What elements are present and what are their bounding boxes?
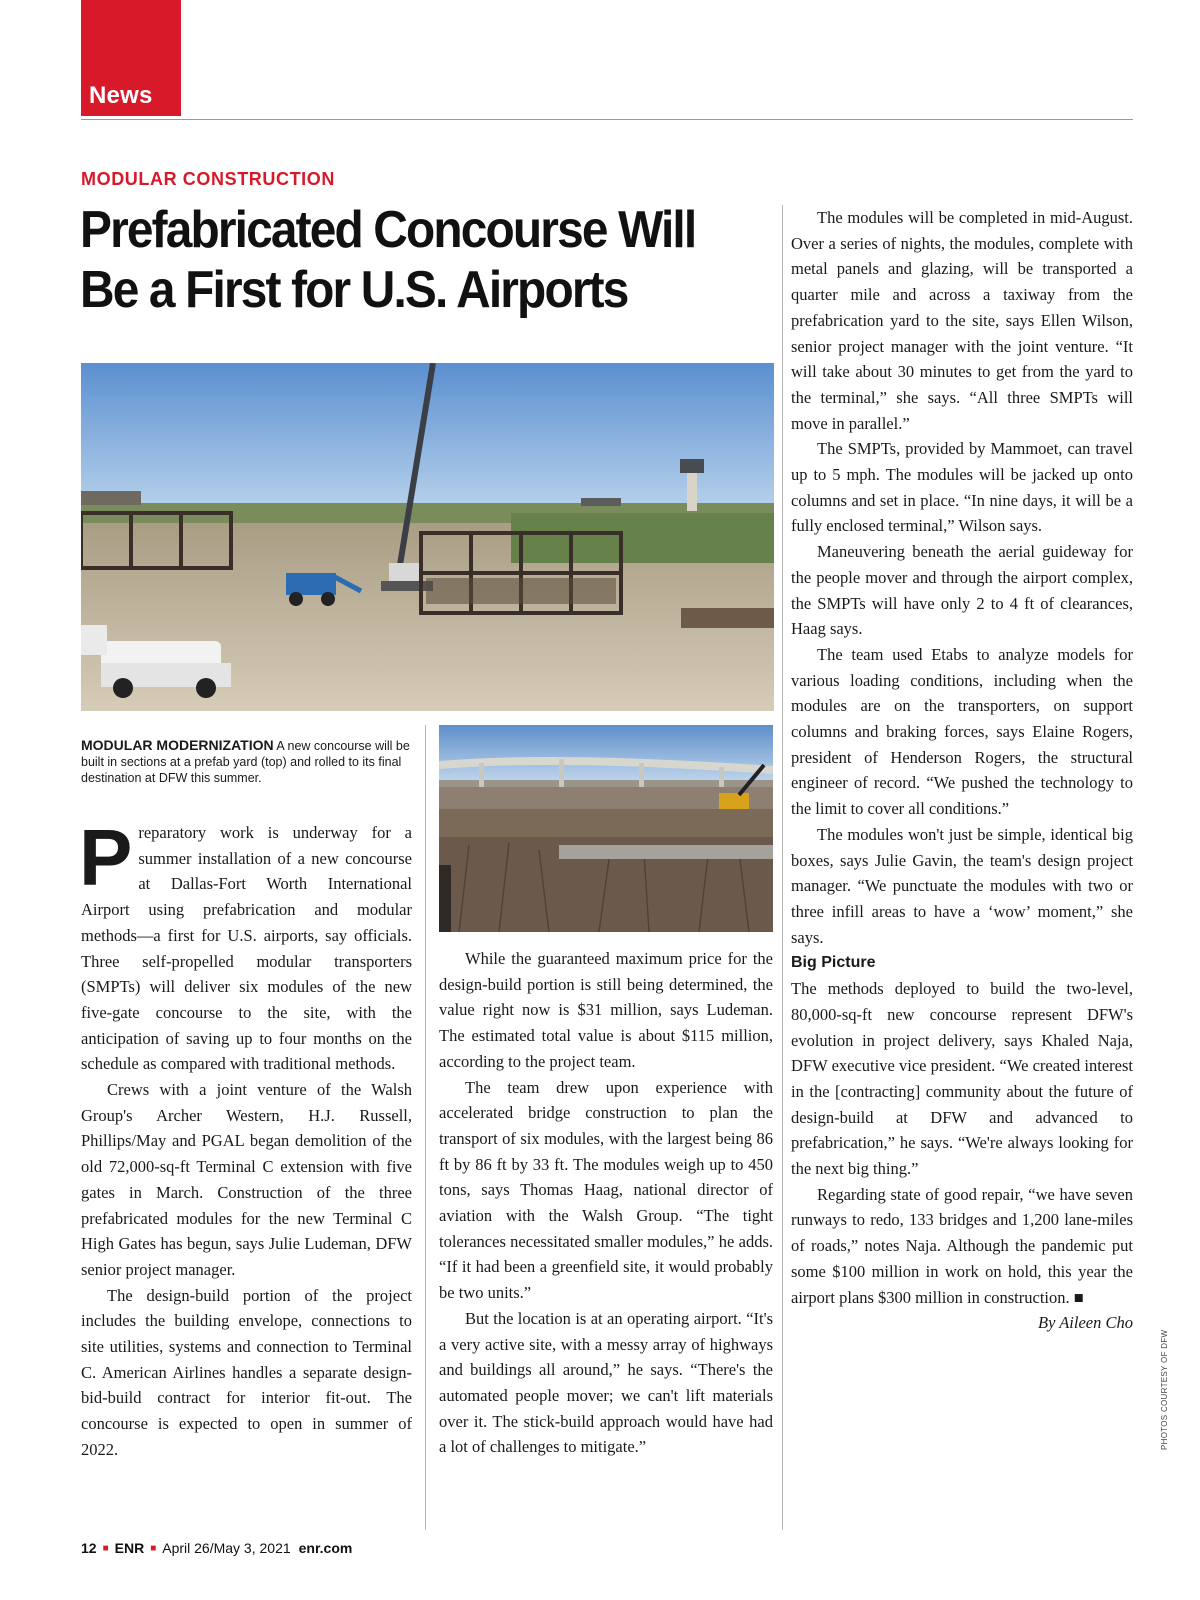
article-paragraph: But the location is at an operating airport. “It's a very active site, with a messy array of highways and buildings all around,” he says. “There's the automated people mover; we can't lift materials over it. The stick-build approach would have had a lot of challenges to mitigate.” [439,1308,773,1457]
article-paragraph: The design-build portion of the project includes the building envelope, connections to site utilities, systems and connection to Terminal C. American Airlines handles a separate design-bid-build contract for interior fit-out. The concourse is expected to open in summer of 2022. [81,1285,412,1459]
magazine-name: ENR [114,1540,145,1556]
article-paragraph: The modules won't just be simple, identical big boxes, says Julie Gavin, the team's design project manager. “We punctuate the modules with two or three infill areas to have a ‘wow’ moment,” she says. [791,824,1133,947]
byline: By Aileen Cho [1037,1313,1133,1333]
article-paragraph: The team drew upon experience with accelerated bridge construction to plan the transport of six modules, with the largest being 86 ft by 86 ft by 33 ft. The modules weigh up to 450 tons, says Thomas Haag, national director of aviation with the Walsh Group. “The tight tolerances necessitated smaller modules,” he adds. “If it had been a greenfield site, it would probably be two units.” [439,1077,773,1303]
separator-square-icon: ■ [102,1543,109,1554]
separator-square-icon: ■ [150,1543,157,1554]
column-rule-1 [425,725,426,1530]
website-link[interactable]: enr.com [298,1540,353,1556]
header-rule [81,119,1133,120]
article-paragraph: The team used Etabs to analyze models for various loading conditions, including when the modules are on the transporters, on support columns and braking forces, says Elaine Rogers, president of Henderson Rogers, the structural engineer of record. “We pushed the technology to the limit to cover all conditions.” [791,644,1133,819]
page-footer [81,1540,352,1556]
photo-credit: PHOTOS COURTESY OF DFW [1160,1329,1169,1450]
headline: Prefabricated Concourse Will Be a First for U.S. Airports [80,201,696,319]
prefab-yard-photo [81,363,774,711]
page-number: 12 [81,1540,97,1556]
section-tab [81,0,181,116]
article-paragraph: The modules will be completed in mid-August. Over a series of nights, the modules, complete with metal panels and glazing, will be transported a quarter mile and across a taxiway from the prefabrication yard to the site, says Ellen Wilson, senior project manager with the joint venture. “It will take about 30 minutes to get from the yard to the terminal,” she says. “All three SMPTs will move in parallel.” [791,208,1133,433]
article-paragraph: While the guaranteed maximum price for the design-build portion is still being determined, the value right now is $31 million, says Ludeman. The estimated total value is about $115 million, according to the project team. [439,949,773,1071]
column-rule-2 [782,205,783,1530]
kicker: MODULAR CONSTRUCTION [81,169,335,189]
drop-cap: P [79,813,133,902]
article-paragraph: The methods deployed to build the two-level, 80,000-sq-ft new concourse represent DFW's evolution in project delivery, says Khaled Naja, DFW executive vice president. “We created interest in the [contracting] community about the future of design-build at DFW and advanced to prefabrication,” he says. “We're always looking for the next big thing.” [791,979,1133,1179]
article-column-1 [79,813,412,1463]
section-tab-label: News [89,82,153,109]
article-paragraph: Maneuvering beneath the aerial guideway for the people mover and through the airport complex, the SMPTs will have only 2 to 4 ft of clearances, Haag says. [791,542,1133,639]
subhead: Big Picture [791,954,876,972]
article-paragraph: Regarding state of good repair, “we have seven runways to redo, 133 bridges and 1,200 lane-miles of roads,” notes Naja. Although the pandemic put some $100 million in work on hold, this year the airport plans $300 million in construction. ■ [791,1184,1133,1307]
article-paragraph: The SMPTs, provided by Mammoet, can travel up to 5 mph. The modules will be jacked up onto columns and set in place. “In nine days, it will be a fully enclosed terminal,” Wilson says. [791,439,1133,536]
article-column-2 [439,946,773,1460]
caption-text: A new concourse will be built in sections at a prefab yard (top) and rolled to its final destination at DFW this summer. [81,739,410,785]
article-paragraph: Crews with a joint venture of the Walsh Group's Archer Western, H.J. Russell, Phillips/May and PGAL began demolition of the old 72,000-sq-ft Terminal C extension with five gates in March. Construction of the three prefabricated modules for the new Terminal C High Gates has begun, says Julie Ludeman, DFW senior project manager. [81,1080,412,1279]
article-paragraph: Preparatory work is underway for a summer installation of a new concourse at Dallas-Fort Worth International Airport using prefabrication and modular methods—a first for U.S. airports, say officials. Three self-propelled modular transporters (SMPTs) will deliver six modules of the new five-gate concourse to the site, with the anticipation of saving up to four months on the schedule as compared with traditional methods. [79,813,412,1074]
issue-date: April 26/May 3, 2021 [162,1540,291,1556]
terminal-site-photo [439,725,773,932]
article-column-3 [791,205,1133,1336]
caption-title: MODULAR MODERNIZATION [81,737,274,753]
photo-caption [81,737,411,786]
